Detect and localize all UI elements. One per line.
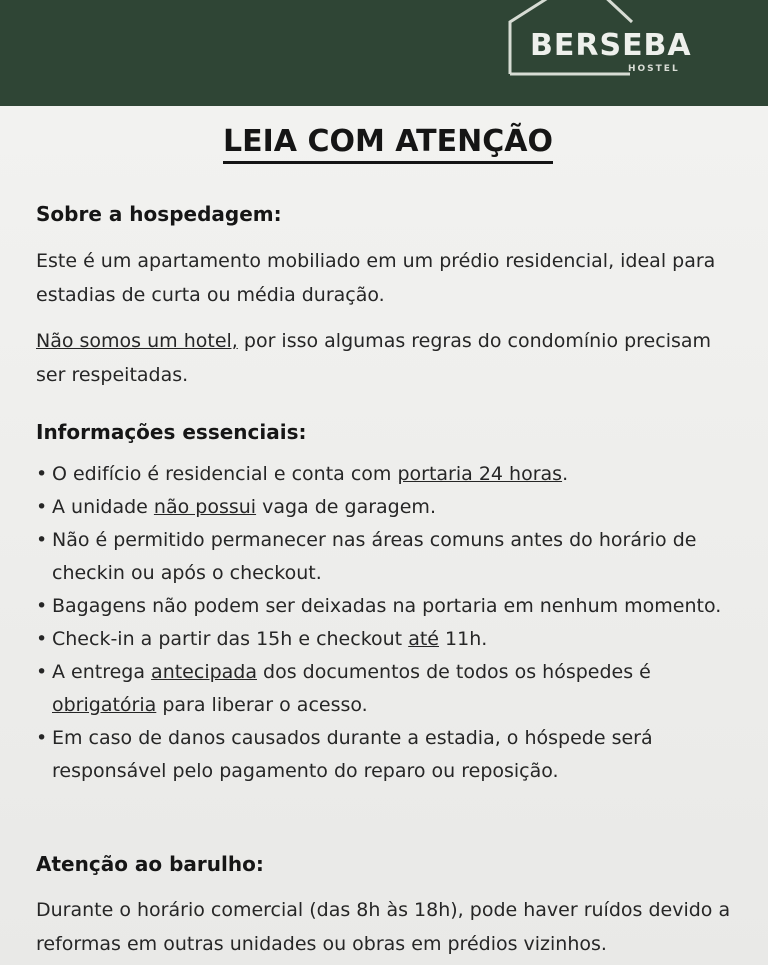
header-banner <box>0 0 768 106</box>
brand-logo <box>506 0 736 80</box>
paragraph-not-hotel: Não somos um hotel, por isso algumas regras do condomínio precisam ser respeitadas. <box>36 330 712 386</box>
list-item: • Check-in a partir das 15h e checkout até 11h. <box>36 628 488 650</box>
logo-name: BERSEBA <box>530 28 692 63</box>
paragraph-barulho: Durante o horário comercial (das 8h às 18h), pode haver ruídos devido a reformas em outras unidades ou obras em prédios vizinhos. <box>36 899 731 955</box>
list-item: • Bagagens não podem ser deixadas na portaria em nenhum momento. <box>36 595 722 617</box>
essential-info-list <box>36 458 736 788</box>
page-title: LEIA COM ATENÇÃO <box>0 124 768 159</box>
list-item: • O edifício é residencial e conta com portaria 24 horas. <box>36 463 569 485</box>
list-item: • Não é permitido permanecer nas áreas comuns antes do horário de checkin ou após o checkout. <box>36 529 697 584</box>
section-heading-hospedagem: Sobre a hospedagem: <box>36 202 282 226</box>
section-heading-barulho: Atenção ao barulho: <box>36 852 264 876</box>
list-item: • A entrega antecipada dos documentos de todos os hóspedes é obrigatória para liberar o acesso. <box>36 661 651 716</box>
section-heading-essenciais: Informações essenciais: <box>36 420 307 444</box>
list-item: • Em caso de danos causados durante a estadia, o hóspede será responsável pelo pagamento do reparo ou reposição. <box>36 727 653 782</box>
list-item: • A unidade não possui vaga de garagem. <box>36 496 436 518</box>
underlined-not-hotel: Não somos um hotel, <box>36 330 238 352</box>
logo-subtitle: HOSTEL <box>628 64 680 74</box>
paragraph-hospedagem-intro: Este é um apartamento mobiliado em um prédio residencial, ideal para estadias de curta ou média duração. <box>36 250 716 306</box>
